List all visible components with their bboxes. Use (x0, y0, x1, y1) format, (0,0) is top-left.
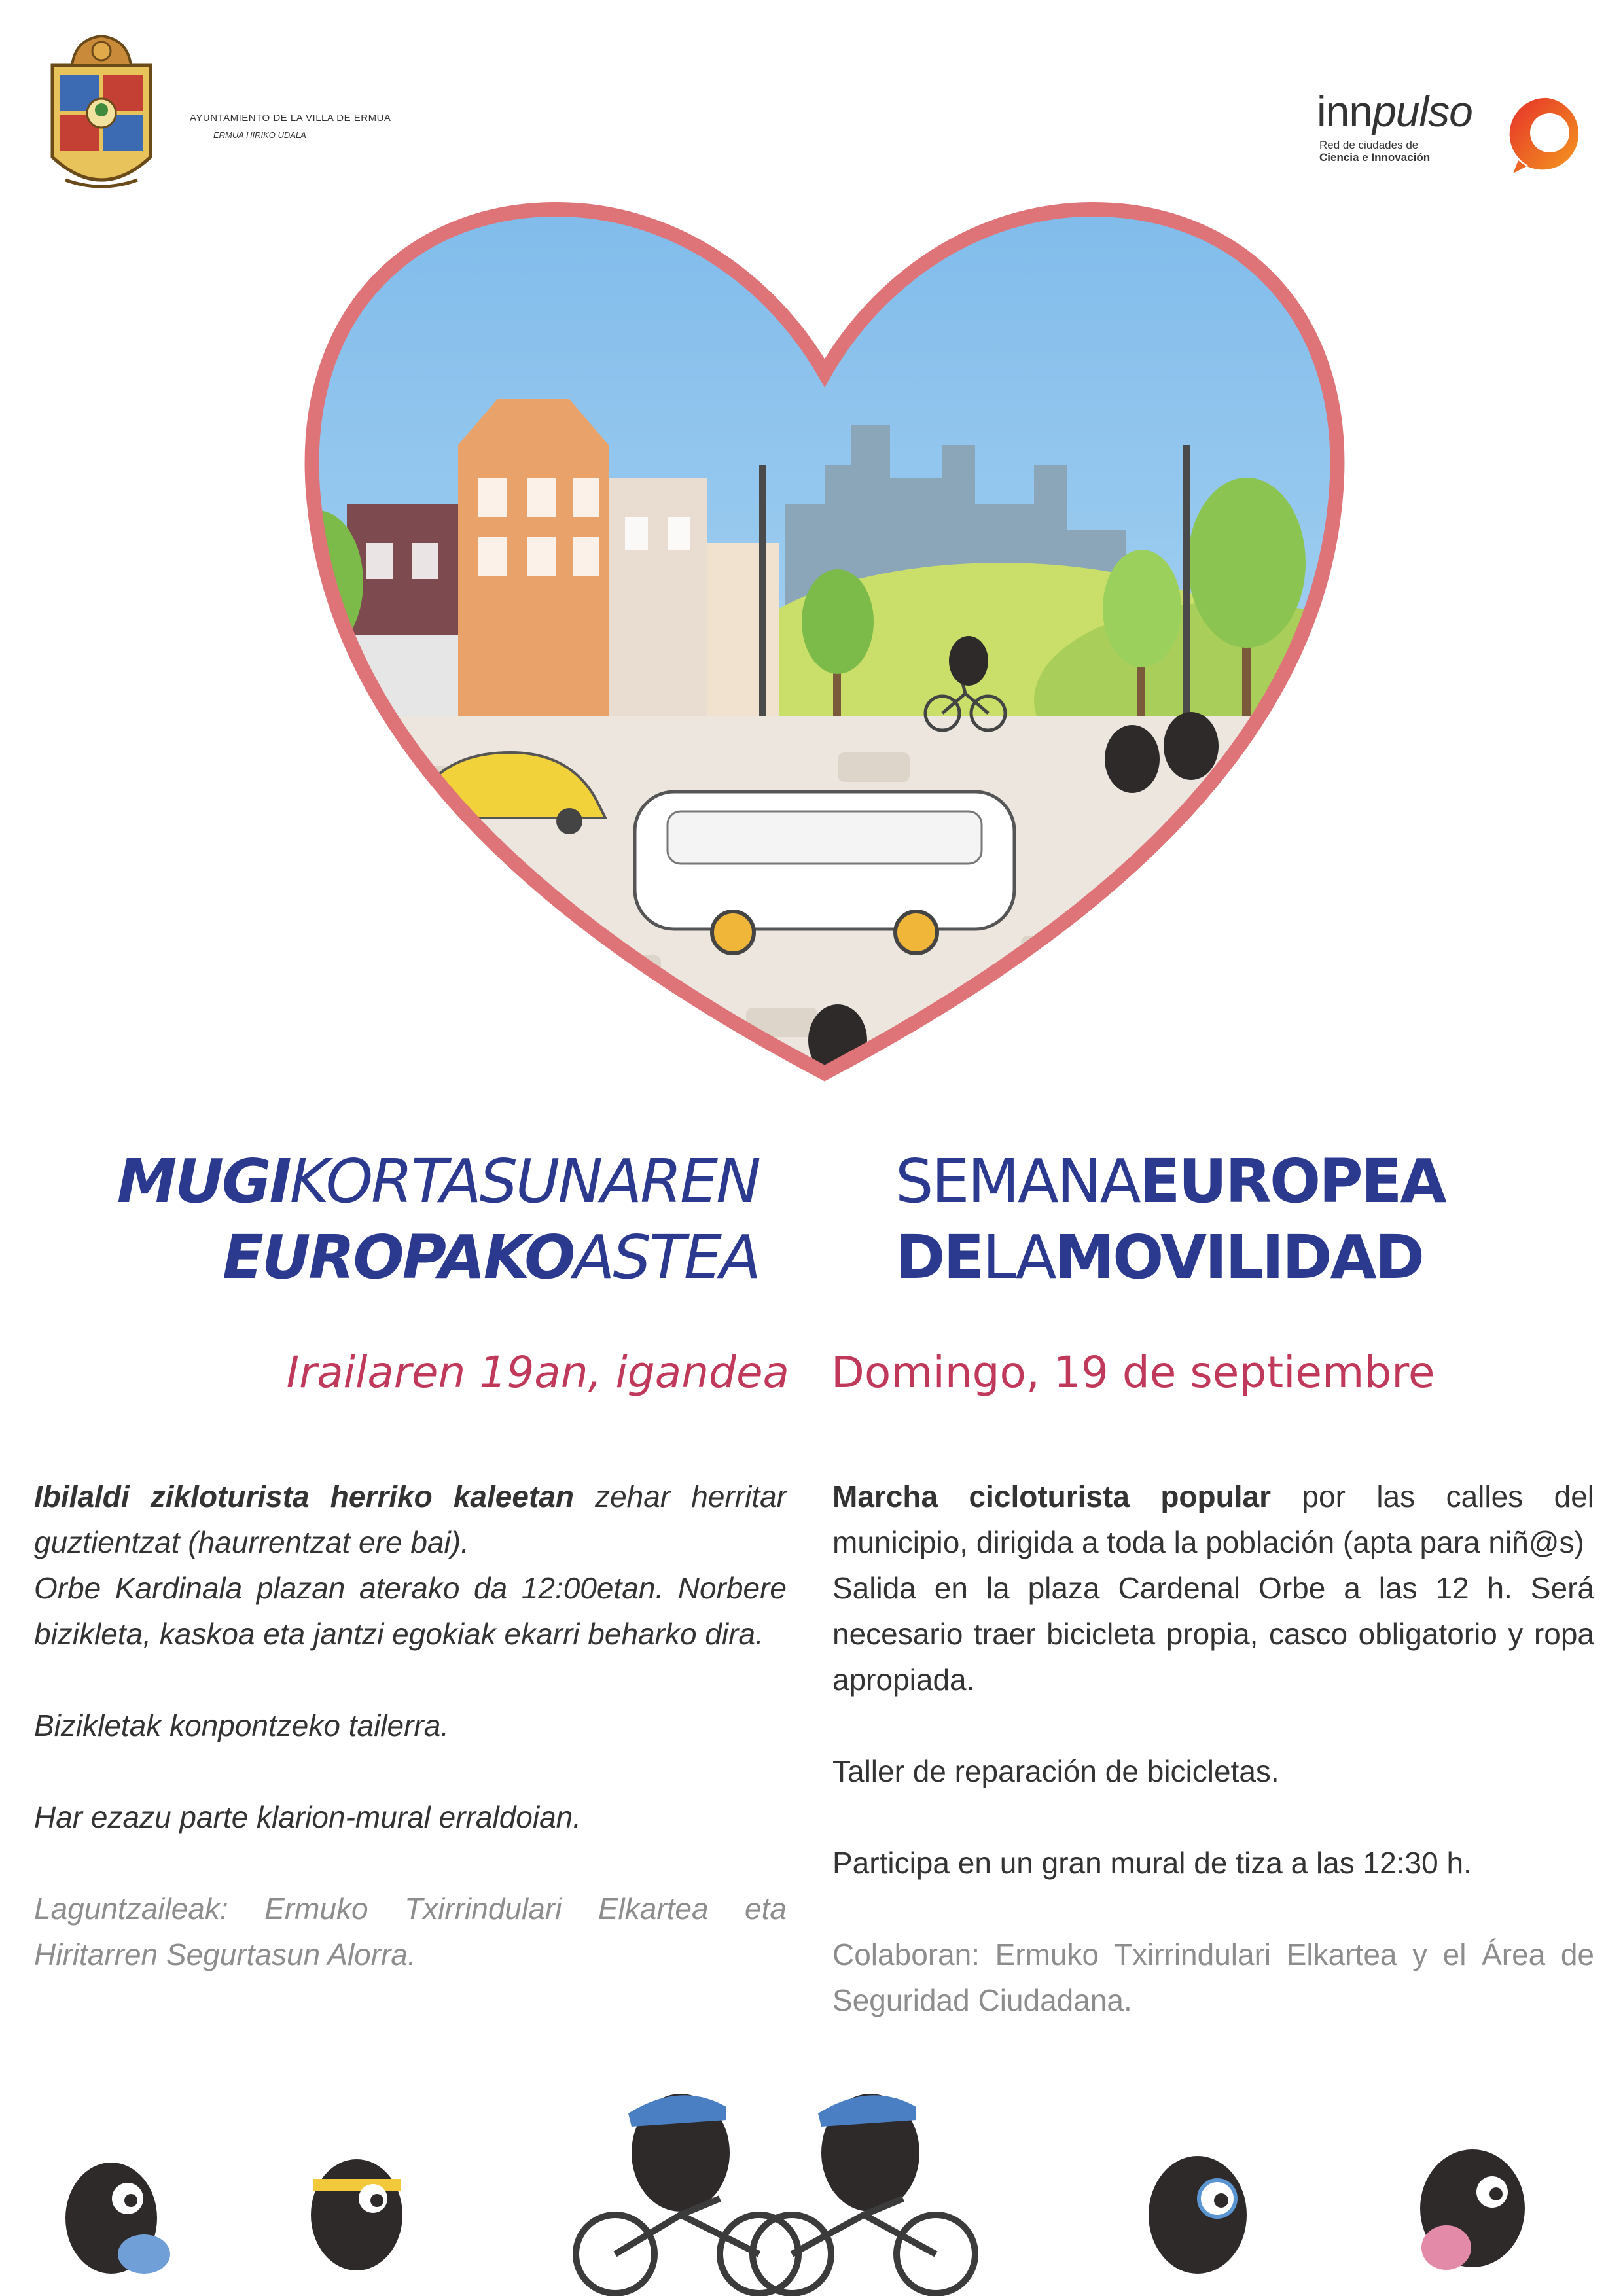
basque-paragraph-1 (34, 1474, 787, 1565)
title-es-l2-bold1: DE (895, 1222, 983, 1292)
basque-column (34, 1474, 787, 1977)
spanish-paragraph-2: Salida en la plaza Cardenal Orbe a las 12 h. Será necesario traer bicicleta propia, casco obligatorio y ropa apropiada. (832, 1571, 1594, 1697)
spanish-collaborators: Colaboran: Ermuko Txirrindulari Elkartea y el Área de Seguridad Ciudadana. (832, 1937, 1594, 2017)
spanish-p1-bold: Marcha cicloturista popular (832, 1479, 1271, 1513)
brand-tagline-1: Red de ciudades de (1319, 139, 1419, 151)
basque-collaborators: Laguntzaileak: Ermuko Txirrindulari Elkartea eta Hiritarren Segurtasun Alorra. (34, 1892, 787, 1971)
brand-tagline-2: Ciencia e Innovación (1319, 151, 1431, 164)
city-scene (249, 137, 1400, 1119)
title-eu-l2-rest: ASTEA (573, 1222, 759, 1292)
title-eu-l1-rest: KORTASUNAREN (289, 1146, 759, 1216)
title-basque (79, 1144, 759, 1296)
footer-characters (0, 2068, 1623, 2296)
spanish-column (832, 1474, 1594, 2023)
spanish-paragraph-3: Taller de reparación de bicicletas. (832, 1754, 1279, 1788)
title-spanish (895, 1144, 1615, 1296)
brand-suffix: pulso (1372, 87, 1472, 135)
city-council-caption (190, 113, 391, 140)
coat-of-arms-icon (46, 26, 157, 203)
date-basque: Irailaren 19an, igandea (286, 1347, 789, 1398)
basque-paragraph-2: Orbe Kardinala plazan aterako da 12:00etan. Norbere bizikleta, kaskoa eta jantzi egokiak ekarri beharko dira. (34, 1571, 787, 1651)
basque-paragraph-3: Bizikletak konpontzeko tailerra. (34, 1708, 450, 1742)
date-spanish: Domingo, 19 de septiembre (831, 1347, 1435, 1398)
basque-p1-rest: zehar herritar guztientzat (haurrentzat ere bai). (34, 1479, 787, 1559)
bus-icon (635, 792, 1014, 953)
bicycle-icon (576, 2199, 975, 2293)
title-es-l1-bold: EUROPEA (1139, 1146, 1445, 1216)
spanish-p1-rest: por las calles del municipio, dirigida a toda la población (apta para niñ@s) (832, 1479, 1594, 1559)
title-eu-l1-bold: MUGI (116, 1146, 290, 1216)
title-eu-l2-bold: EUROPAKO (222, 1222, 574, 1292)
spanish-paragraph-4: Participa en un gran mural de tiza a las 12:30 h. (832, 1846, 1472, 1880)
brand-logo-icon (1499, 88, 1597, 180)
title-es-l1-rest: SEMANA (895, 1146, 1139, 1216)
city-caption-line2: ERMUA HIRIKO UDALA (213, 130, 306, 140)
brand-wordmark (1317, 88, 1472, 134)
basque-paragraph-4: Har ezazu parte klarion-mural erraldoian. (34, 1800, 582, 1834)
title-es-l2-bold2: MOVILIDAD (1054, 1222, 1423, 1292)
brand-prefix: inn (1317, 87, 1373, 135)
spanish-paragraph-1 (832, 1474, 1594, 1565)
basque-p1-bold: Ibilaldi zikloturista herriko kaleetan (34, 1479, 574, 1513)
title-es-l2-mid: LA (982, 1222, 1055, 1292)
city-caption-line1: AYUNTAMIENTO DE LA VILLA DE ERMUA (190, 113, 391, 124)
